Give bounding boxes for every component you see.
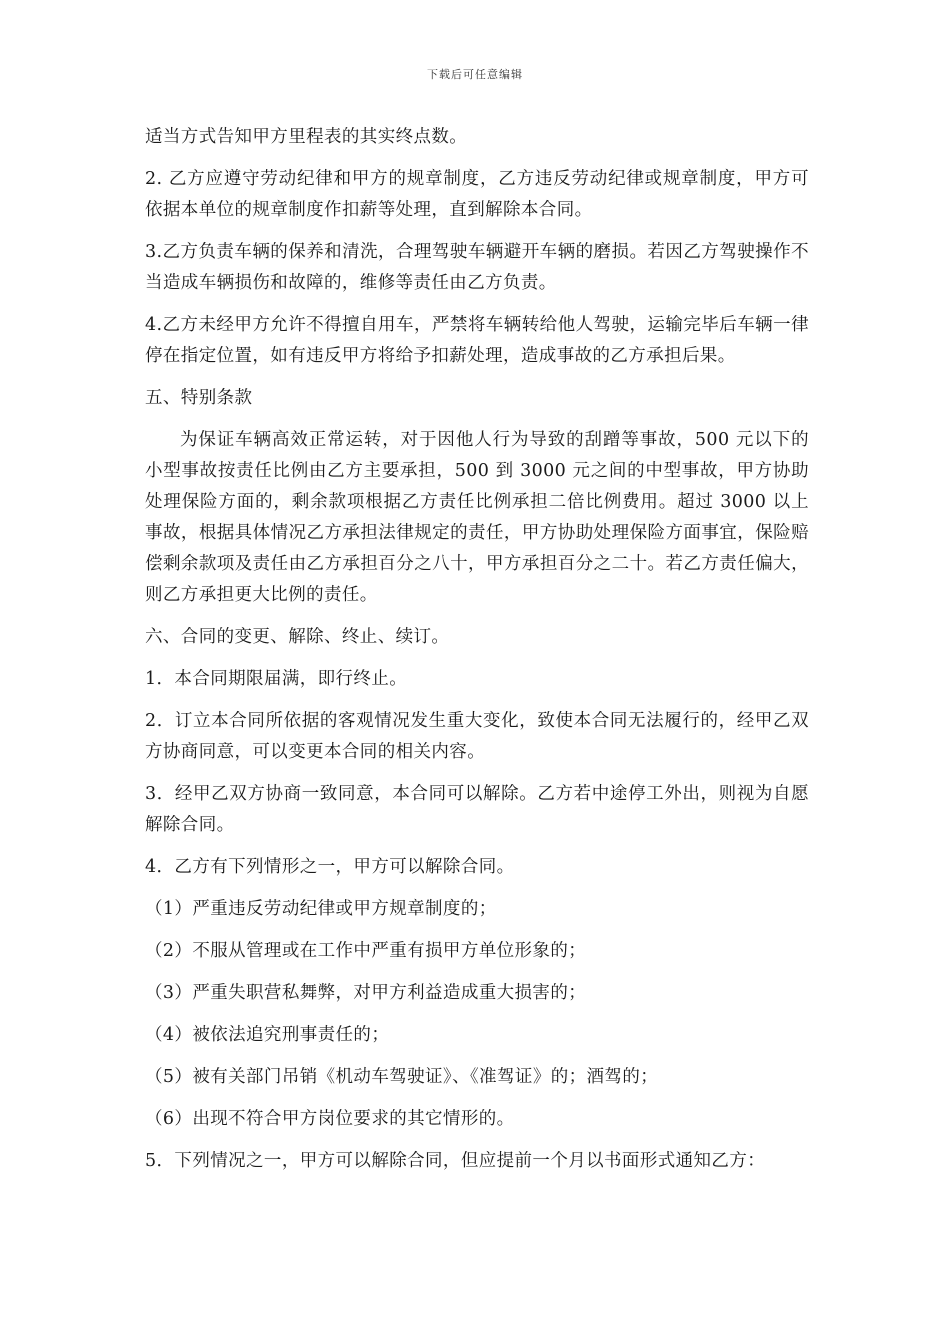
list-item-sub-3: （3）严重失职营私舞弊，对甲方利益造成重大损害的； (145, 983, 587, 1003)
header-note: 下载后可任意编辑 (427, 68, 523, 81)
section-heading-special-terms: 五、特别条款 (145, 388, 253, 408)
list-item-sub-6: （6）出现不符合甲方岗位要求的其它情形的。 (145, 1109, 515, 1129)
paragraph-clause-3: 3.乙方负责车辆的保养和清洗，合理驾驶车辆避开车辆的磨损。若因乙方驾驶操作不当造成车辆损伤和故障的，维修等责任由乙方负责。 (145, 242, 809, 293)
paragraph-item-5: 5．下列情况之一，甲方可以解除合同，但应提前一个月以书面形式通知乙方： (145, 1151, 766, 1171)
list-item-sub-5: （5）被有关部门吊销《机动车驾驶证》、《准驾证》的；酒驾的； (145, 1067, 659, 1087)
section-heading-contract-changes: 六、合同的变更、解除、终止、续订。 (145, 627, 450, 647)
paragraph-item-2: 2．订立本合同所依据的客观情况发生重大变化，致使本合同无法履行的，经甲乙双方协商同意，可以变更本合同的相关内容。 (145, 711, 809, 762)
paragraph-clause-4: 4.乙方未经甲方允许不得擅自用车，严禁将车辆转给他人驾驶，运输完毕后车辆一律停在指定位置，如有违反甲方将给予扣薪处理，造成事故的乙方承担后果。 (145, 315, 809, 366)
list-item-sub-1: （1）严重违反劳动纪律或甲方规章制度的； (145, 899, 497, 919)
paragraph-continuation: 适当方式告知甲方里程表的其实终点数。 (145, 127, 468, 147)
paragraph-item-1: 1．本合同期限届满，即行终止。 (145, 669, 408, 689)
list-item-sub-2: （2）不服从管理或在工作中严重有损甲方单位形象的； (145, 941, 587, 961)
paragraph-special-terms: 为保证车辆高效正常运转，对于因他人行为导致的刮蹭等事故，500 元以下的小型事故按责任比例由乙方主要承担，500 到 3000 元之间的中型事故，甲方协助处理保险方面的，剩余款项根据乙方责任比例承担二倍比例费用。超过 3000 以上事故，根据具体情况乙方承担法律规定的责任，甲方协助处理保险方面事宜，保险赔偿剩余款项及责任由乙方承担百分之八十，甲方承担百分之二十。若乙方责任偏大，则乙方承担更大比例的责任。 (145, 430, 809, 605)
paragraph-clause-2: 2. 乙方应遵守劳动纪律和甲方的规章制度，乙方违反劳动纪律或规章制度，甲方可依据本单位的规章制度作扣薪等处理，直到解除本合同。 (145, 169, 809, 220)
paragraph-item-3: 3．经甲乙双方协商一致同意，本合同可以解除。乙方若中途停工外出，则视为自愿解除合同。 (145, 784, 809, 835)
paragraph-item-4: 4．乙方有下列情形之一，甲方可以解除合同。 (145, 857, 515, 877)
list-item-sub-4: （4）被依法追究刑事责任的； (145, 1025, 390, 1045)
document-body (145, 122, 809, 1188)
